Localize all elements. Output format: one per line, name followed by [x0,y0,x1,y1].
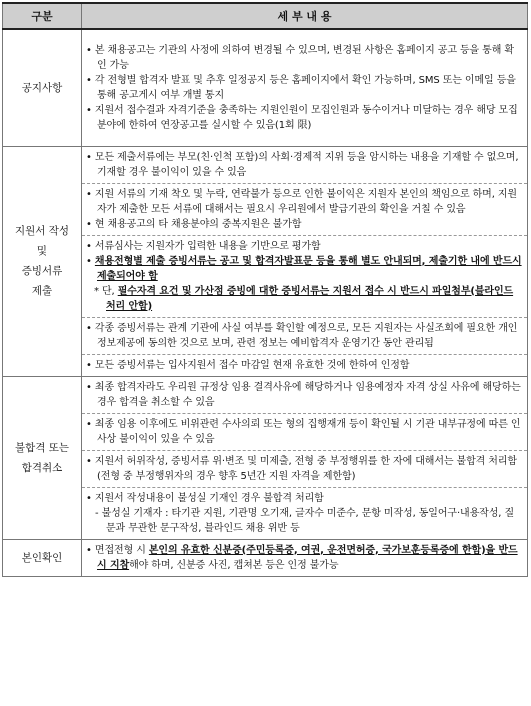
row-identification [3,539,528,576]
row-disqualification [3,376,528,539]
row-announcement [3,29,528,146]
detail-block [82,451,527,488]
row-application [3,146,528,376]
note-item: * 단, 필수자격 요건 및 가산점 증빙에 대한 증빙서류는 지원서 접수 시 반드시 파일첨부(블라인드 처리 안함) [94,285,514,312]
bullet-item: • 채용전형별 제출 증빙서류는 공고 및 합격자발표문 등을 통해 별도 안내되며, 제출기한 내에 반드시 제출되어야 함 [86,255,522,282]
bullet-item: • 최종 임용 이후에도 비위관련 수사의뢰 또는 형의 집행재개 등이 확인될 시 기관 내부규정에 따른 인사상 불이익이 있을 수 있음 [86,418,521,445]
bullet-item: • 면접전형 시 본인의 유효한 신분증(주민등록증, 여권, 운전면허증, 국가보훈등록증에 한함)을 반드시 지참해야 하며, 신분증 사진, 캡쳐본 등은 인정 불가능 [86,544,518,571]
category-disqualification: 불합격 또는 합격취소 [3,376,82,539]
details-application [82,146,528,376]
bullet-item: • 본 채용공고는 기관의 사정에 의하여 변경될 수 있으며, 변경된 사항은 홈페이지 공고 등을 통해 확인 가능 [86,44,514,71]
category-application: 지원서 작성 및 증빙서류 제출 [3,146,82,376]
bullet-item: • 모든 제출서류에는 부모(친·인척 포함)의 사회·경제적 지위 등을 암시하는 내용을 기재할 수 없으며, 기재할 경우 불이익이 있을 수 있음 [86,151,519,178]
sub-item: - 불성실 기재자 : 타기관 지원, 기관명 오기재, 글자수 미준수, 문항 미작성, 동일어구·내용작성, 질문과 무관한 문구작성, 블라인드 채용 위반 등 [95,507,514,534]
bullet-item: • 지원서 접수결과 자격기준을 충족하는 지원인원이 모집인원과 동수이거나 미달하는 경우 해당 모집분야에 한하여 연장공고를 실시할 수 있음(1회 限) [86,104,518,131]
bullet-item: • 각 전형별 합격자 발표 및 추후 일정공지 등은 홈페이지에서 확인 가능하며, SMS 또는 이메일 등을 통해 공고게시 여부 개별 통지 [86,74,516,101]
bullet-item: • 현 채용공고의 타 채용분야의 중복지원은 불가함 [86,218,302,230]
detail-block [82,318,527,355]
details-identification [82,539,528,576]
detail-block [82,147,527,184]
bullet-item: • 각종 증빙서류는 관계 기관에 사실 여부를 확인할 예정으로, 모든 지원자는 사실조회에 필요한 개인정보제공에 동의한 것으로 보며, 관련 정보는 예비합격자 운영기간 동안 관리됨 [86,322,518,349]
bullet-item: • 지원서 작성내용이 불성실 기재인 경우 불합격 처리함 [86,492,324,504]
details-disqualification [82,376,528,539]
detail-block [82,377,527,414]
detail-block [82,414,527,451]
notice-table [2,2,528,577]
detail-block [82,40,527,136]
bullet-item: • 모든 증빙서류는 입사지원서 접수 마감일 현재 유효한 것에 한하여 인정함 [86,359,410,371]
detail-block [82,540,527,576]
bullet-item: • 지원 서류의 기재 착오 및 누락, 연락불가 등으로 인한 불이익은 지원자 본인의 책임으로 하며, 지원자가 제출한 모든 서류에 대해서는 필요시 우리원에서 발급기관의 확인을 거칠 수 있음 [86,188,517,215]
bullet-item: • 지원서 허위작성, 증빙서류 위·변조 및 미제출, 전형 중 부정행위를 한 자에 대해서는 불합격 처리함(전형 중 부정행위자의 경우 향후 5년간 지원 자격을 제한함) [86,455,517,482]
bullet-item: • 최종 합격자라도 우리원 규정상 임용 결격사유에 해당하거나 임용예정자 자격 상실 사유에 해당하는 경우 합격을 취소할 수 있음 [86,381,521,408]
category-announcement: 공지사항 [3,29,82,146]
category-identification: 본인확인 [3,539,82,576]
detail-block [82,184,527,236]
header-category: 구분 [3,3,82,29]
detail-block [82,236,527,318]
bullet-item: • 서류심사는 지원자가 입력한 내용을 기반으로 평가함 [86,240,321,252]
table-header-row [3,3,528,29]
header-details: 세 부 내 용 [82,3,528,29]
details-announcement [82,29,528,146]
detail-block [82,355,527,376]
detail-block [82,488,527,539]
